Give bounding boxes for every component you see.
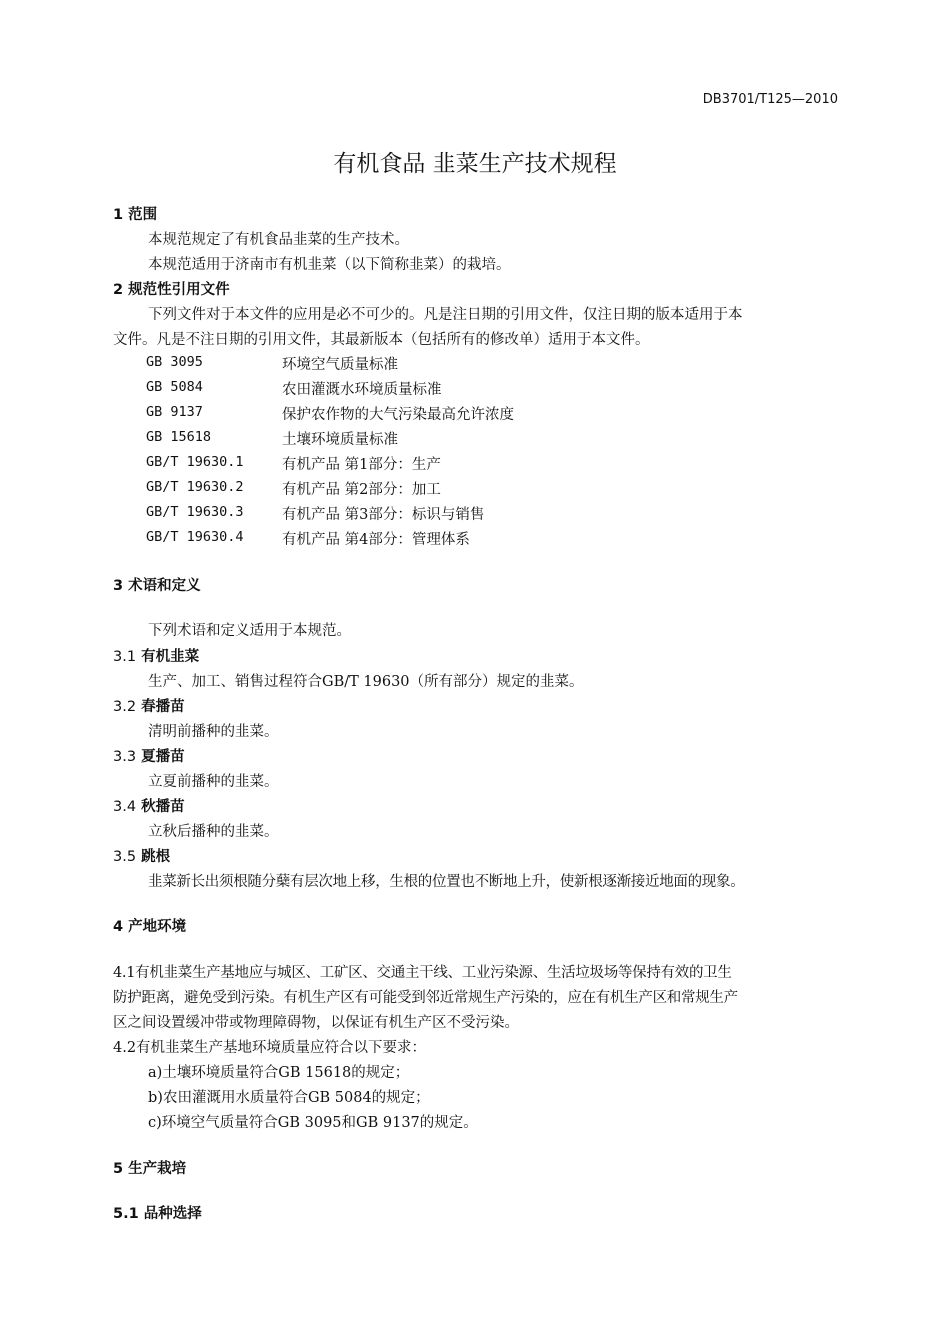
list-item: a)土壤环境质量符合GB 15618的规定； bbox=[148, 1065, 410, 1081]
ref-title: 有机产品 第2部分：加工 bbox=[282, 482, 441, 498]
term-name: 夏播苗 bbox=[141, 749, 185, 765]
term-number: 3.3 bbox=[113, 749, 137, 765]
term-definition: 清明前播种的韭菜。 bbox=[148, 724, 279, 740]
ref-title: 有机产品 第4部分：管理体系 bbox=[282, 532, 470, 548]
page-title: 有机食品 韭菜生产技术规程 bbox=[333, 151, 617, 177]
ref-code: GB 5084 bbox=[146, 379, 203, 395]
ref-title: 保护农作物的大气污染最高允许浓度 bbox=[282, 407, 514, 423]
section-4-heading: 4 产地环境 bbox=[113, 919, 187, 935]
term-number: 3.1 bbox=[113, 649, 137, 665]
section-3-heading: 3 术语和定义 bbox=[113, 578, 201, 594]
ref-code: GB/T 19630.2 bbox=[146, 479, 244, 495]
section-1-para-1: 本规范规定了有机食品韭菜的生产技术。 bbox=[148, 232, 409, 248]
term-definition: 韭菜新长出须根随分蘖有层次地上移，生根的位置也不断地上升，使新根逐渐接近地面的现象。 bbox=[148, 874, 745, 890]
ref-code: GB/T 19630.3 bbox=[146, 504, 244, 520]
term-heading bbox=[113, 645, 199, 666]
section-1-para-2: 本规范适用于济南市有机韭菜（以下简称韭菜）的栽培。 bbox=[148, 257, 511, 273]
ref-code: GB/T 19630.1 bbox=[146, 454, 244, 470]
ref-code: GB 15618 bbox=[146, 429, 212, 445]
term-definition: 立夏前播种的韭菜。 bbox=[148, 774, 279, 790]
ref-code: GB 9137 bbox=[146, 404, 203, 420]
ref-title: 土壤环境质量标准 bbox=[282, 432, 398, 448]
clause-4-2: 4.2有机韭菜生产基地环境质量应符合以下要求： bbox=[113, 1040, 427, 1056]
term-name: 春播苗 bbox=[141, 699, 185, 715]
section-2-para-line-1: 下列文件对于本文件的应用是必不可少的。凡是注日期的引用文件，仅注日期的版本适用于本 bbox=[148, 307, 743, 323]
ref-title: 环境空气质量标准 bbox=[282, 357, 398, 373]
section-2-para-line-2: 文件。凡是不注日期的引用文件，其最新版本（包括所有的修改单）适用于本文件。 bbox=[113, 332, 650, 348]
term-heading bbox=[113, 695, 185, 716]
ref-title: 农田灌溉水环境质量标准 bbox=[282, 382, 442, 398]
section-1-heading: 1 范围 bbox=[113, 207, 158, 223]
term-definition: 生产、加工、销售过程符合GB/T 19630（所有部分）规定的韭菜。 bbox=[148, 674, 584, 690]
term-definition: 立秋后播种的韭菜。 bbox=[148, 824, 279, 840]
term-number: 3.2 bbox=[113, 699, 137, 715]
section-2-heading: 2 规范性引用文件 bbox=[113, 282, 230, 298]
subsection-5-1-heading: 5.1 品种选择 bbox=[113, 1206, 202, 1222]
term-name: 秋播苗 bbox=[141, 799, 185, 815]
clause-4-1-line-3: 区之间设置缓冲带或物理障碍物，以保证有机生产区不受污染。 bbox=[113, 1015, 519, 1031]
ref-title: 有机产品 第3部分：标识与销售 bbox=[282, 507, 485, 523]
term-heading bbox=[113, 795, 185, 816]
term-name: 有机韭菜 bbox=[141, 649, 200, 665]
term-number: 3.5 bbox=[113, 849, 137, 865]
list-item: b)农田灌溉用水质量符合GB 5084的规定； bbox=[148, 1090, 430, 1106]
term-name: 跳根 bbox=[141, 849, 171, 865]
term-heading bbox=[113, 845, 170, 866]
term-number: 3.4 bbox=[113, 799, 137, 815]
section-3-intro: 下列术语和定义适用于本规范。 bbox=[148, 623, 351, 639]
ref-code: GB/T 19630.4 bbox=[146, 529, 244, 545]
section-5-heading: 5 生产栽培 bbox=[113, 1161, 187, 1177]
clause-4-1-line-1: 4.1有机韭菜生产基地应与城区、工矿区、交通主干线、工业污染源、生活垃圾场等保持有效的卫生 bbox=[113, 965, 732, 981]
doc-code: DB3701/T125—2010 bbox=[702, 92, 838, 107]
ref-code: GB 3095 bbox=[146, 354, 203, 370]
ref-title: 有机产品 第1部分：生产 bbox=[282, 457, 441, 473]
list-item: c)环境空气质量符合GB 3095和GB 9137的规定。 bbox=[148, 1115, 478, 1131]
term-heading bbox=[113, 745, 185, 766]
clause-4-1-line-2: 防护距离，避免受到污染。有机生产区有可能受到邻近常规生产污染的，应在有机生产区和常规生产 bbox=[113, 990, 738, 1006]
